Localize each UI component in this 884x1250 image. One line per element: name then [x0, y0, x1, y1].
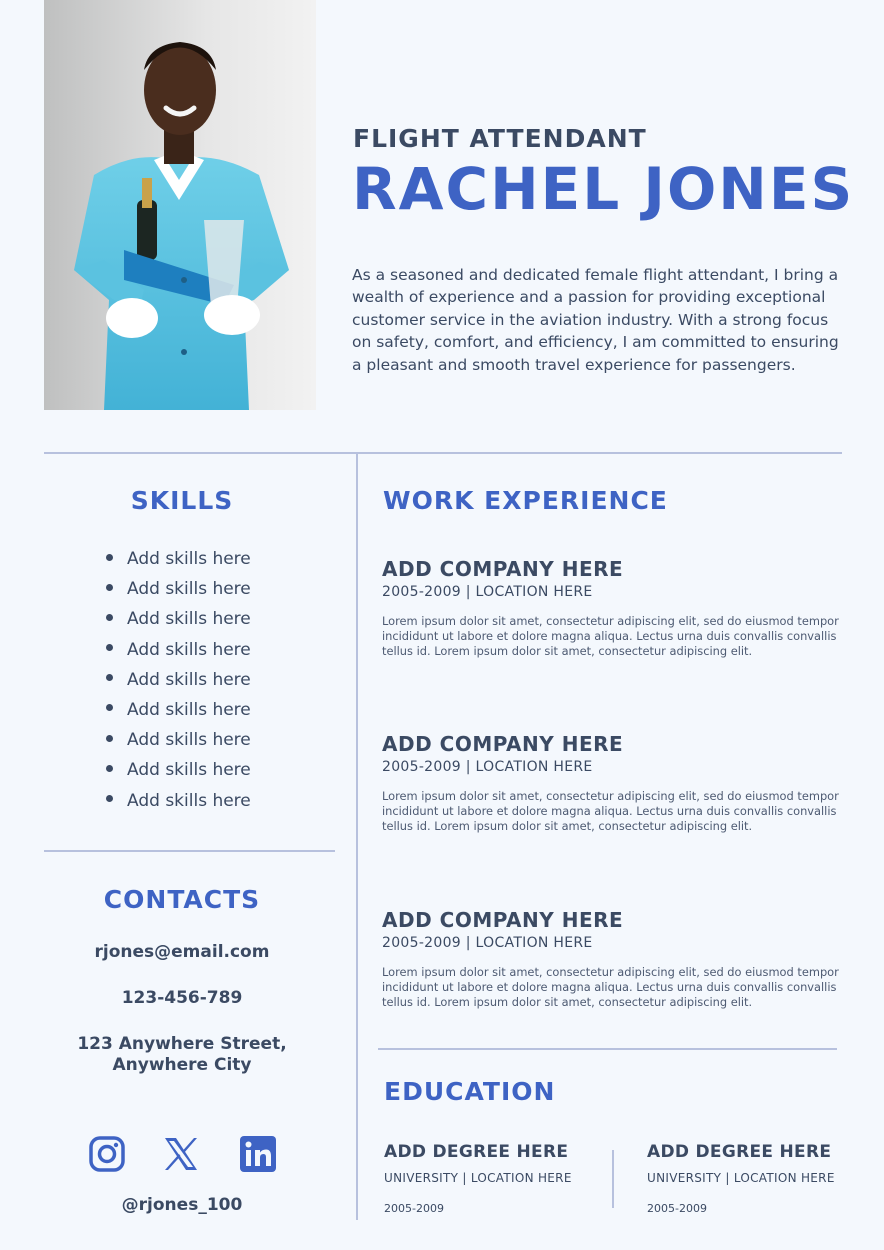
bullet-icon	[106, 554, 113, 561]
education-years: 2005-2009	[384, 1202, 444, 1215]
instagram-icon[interactable]	[89, 1136, 125, 1172]
job-description: Lorem ipsum dolor sit amet, consectetur adipiscing elit, sed do eiusmod tempor incididunt ut labore et dolore magna aliqua. Lectus urna duis convallis convallis tellus id. Lorem ipsum dolor sit amet, consectetur adipiscing elit.	[382, 789, 839, 834]
linkedin-icon[interactable]	[240, 1136, 276, 1172]
contact-email[interactable]: rjones@email.com	[94, 942, 270, 962]
contact-address-line1: 123 Anywhere Street,	[77, 1034, 287, 1054]
x-twitter-icon[interactable]	[163, 1136, 199, 1172]
social-handle: @rjones_100	[121, 1195, 243, 1215]
skill-item: Add skills here	[106, 606, 251, 636]
contact-address-line2: Anywhere City	[112, 1055, 252, 1075]
company-name: ADD COMPANY HERE	[382, 732, 624, 756]
degree-name: ADD DEGREE HERE	[384, 1142, 569, 1162]
company-name: ADD COMPANY HERE	[382, 908, 624, 932]
bullet-icon	[106, 735, 113, 742]
school-name: UNIVERSITY | LOCATION HERE	[647, 1171, 835, 1185]
job-entry	[382, 908, 844, 1011]
bullet-icon	[106, 674, 113, 681]
bullet-icon	[106, 584, 113, 591]
degree-name: ADD DEGREE HERE	[647, 1142, 832, 1162]
bullet-icon	[106, 795, 113, 802]
company-name: ADD COMPANY HERE	[382, 557, 624, 581]
job-description: Lorem ipsum dolor sit amet, consectetur adipiscing elit, sed do eiusmod tempor incididunt ut labore et dolore magna aliqua. Lectus urna duis convallis convallis tellus id. Lorem ipsum dolor sit amet, consectetur adipiscing elit.	[382, 614, 839, 659]
skill-item: Add skills here	[106, 667, 251, 697]
skill-item: Add skills here	[106, 697, 251, 727]
skill-item: Add skills here	[106, 788, 251, 818]
skill-item: Add skills here	[106, 757, 251, 787]
work-experience-title: WORK EXPERIENCE	[383, 486, 668, 515]
skill-item: Add skills here	[106, 576, 251, 606]
skills-title: SKILLS	[130, 486, 234, 515]
column-divider	[356, 454, 358, 1220]
bullet-icon	[106, 644, 113, 651]
job-meta: 2005-2009 | LOCATION HERE	[382, 935, 593, 951]
education-entry	[384, 1142, 604, 1215]
education-years: 2005-2009	[647, 1202, 707, 1215]
profile-photo	[44, 0, 316, 410]
job-description: Lorem ipsum dolor sit amet, consectetur adipiscing elit, sed do eiusmod tempor incididunt ut labore et dolore magna aliqua. Lectus urna duis convallis convallis tellus id. Lorem ipsum dolor sit amet, consectetur adipiscing elit.	[382, 965, 839, 1010]
skill-item: Add skills here	[106, 727, 251, 757]
header-divider	[44, 452, 842, 454]
contacts-title: CONTACTS	[103, 885, 261, 914]
job-meta: 2005-2009 | LOCATION HERE	[382, 584, 593, 600]
job-meta: 2005-2009 | LOCATION HERE	[382, 759, 593, 775]
profile-summary: As a seasoned and dedicated female flight attendant, I bring a wealth of experience and a passion for providing exceptional customer service in the aviation industry. With a strong focus on safety, comfort, and efficiency, I am committed to ensuring a pleasant and smooth travel experience for passengers.	[352, 266, 839, 374]
job-title: FLIGHT ATTENDANT	[353, 124, 647, 153]
education-divider	[612, 1150, 614, 1208]
contact-phone[interactable]: 123-456-789	[121, 988, 243, 1008]
bullet-icon	[106, 765, 113, 772]
skills-contacts-divider	[44, 850, 335, 852]
bullet-icon	[106, 704, 113, 711]
school-name: UNIVERSITY | LOCATION HERE	[384, 1171, 572, 1185]
candidate-name: RACHEL JONES	[352, 155, 855, 223]
work-education-divider	[378, 1048, 837, 1050]
bullet-icon	[106, 614, 113, 621]
education-entry	[647, 1142, 867, 1215]
job-entry	[382, 732, 844, 835]
skill-item: Add skills here	[106, 546, 251, 576]
skill-item: Add skills here	[106, 637, 251, 667]
skills-list	[106, 546, 251, 818]
education-title: EDUCATION	[384, 1077, 556, 1106]
job-entry	[382, 557, 844, 660]
